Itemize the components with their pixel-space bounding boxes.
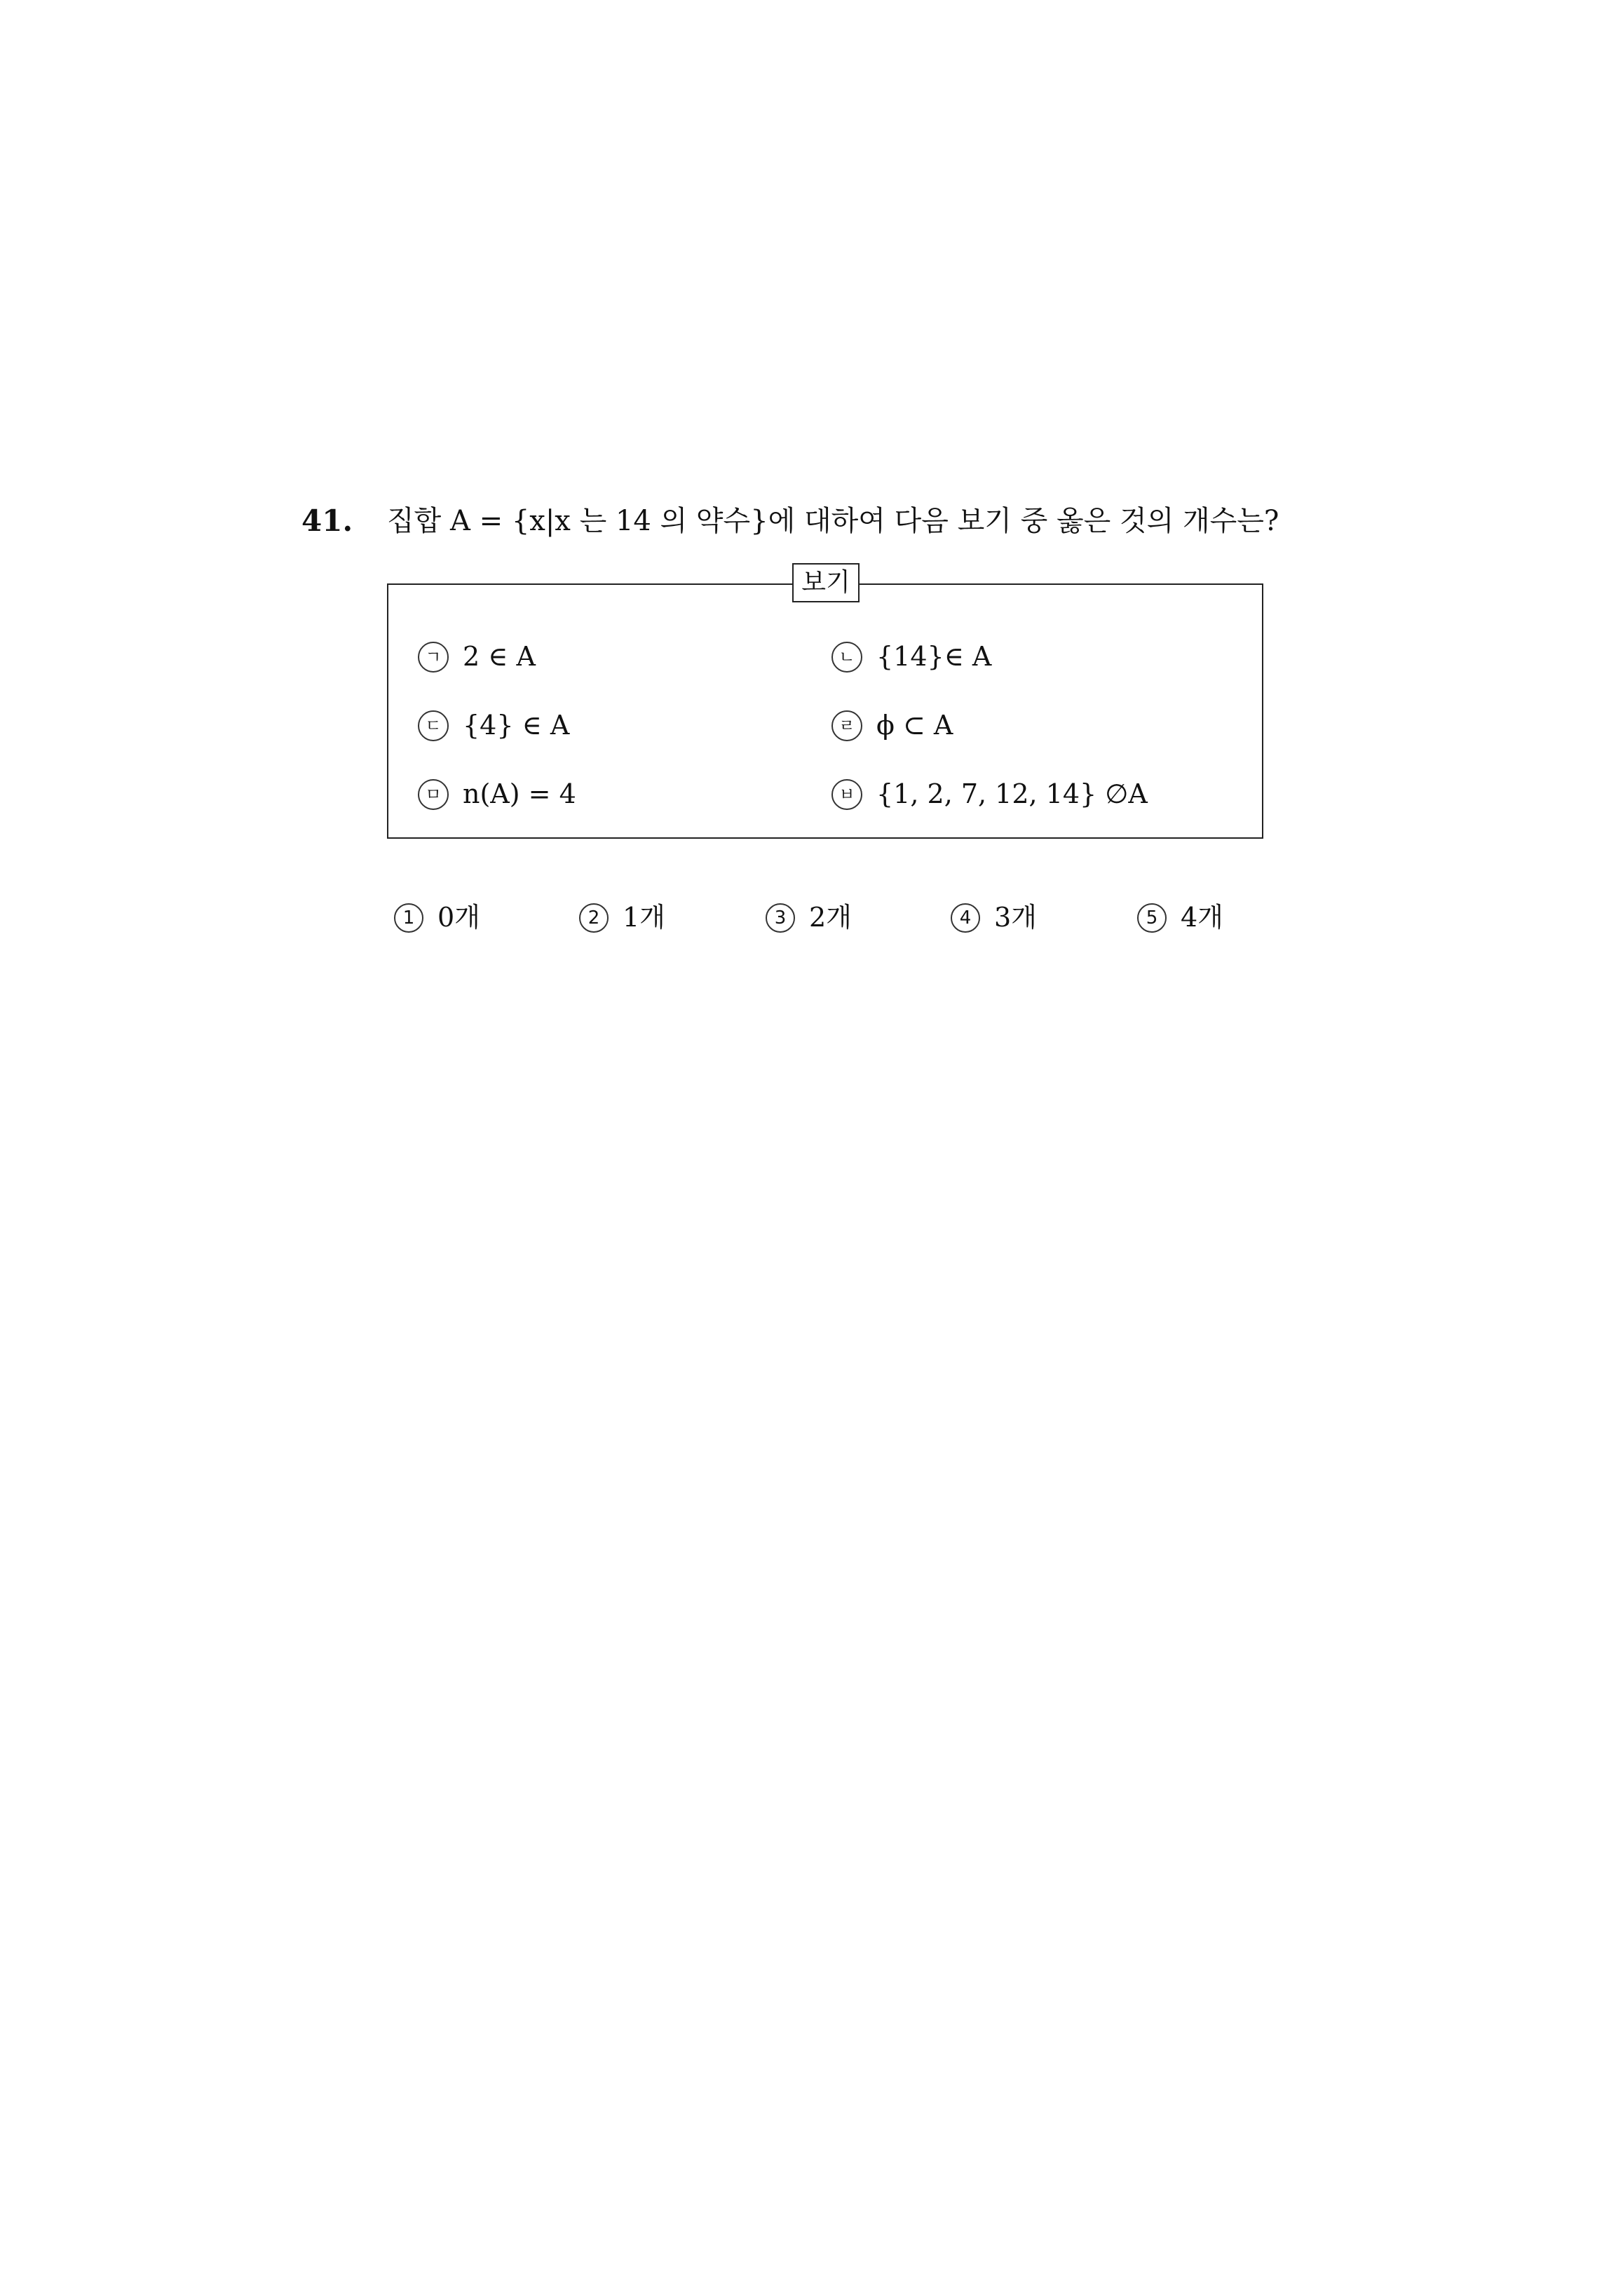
choice-number-mark: 5 — [1137, 903, 1167, 933]
circled-mark: ㅁ — [418, 779, 449, 810]
example-item-5 — [418, 774, 576, 813]
example-item-3 — [418, 705, 569, 745]
question — [301, 497, 1283, 546]
question-text: 집합 A = {x|x 는 14 의 약수}에 대하여 다음 보기 중 옳은 것의 개수는? — [387, 505, 1279, 537]
example-item-1 — [418, 637, 536, 676]
answer-choice-4[interactable] — [951, 898, 1037, 937]
choice-number-mark: 2 — [579, 903, 609, 933]
example-expression: ϕ ⊂ A — [876, 710, 953, 741]
circled-mark: ㄴ — [831, 642, 862, 673]
choice-label: 0개 — [437, 902, 480, 933]
example-expression: {1, 2, 7, 12, 14} ∅A — [876, 778, 1148, 809]
answer-choice-2[interactable] — [579, 898, 665, 937]
choice-number-mark: 1 — [394, 903, 423, 933]
circled-mark: ㅂ — [831, 779, 862, 810]
choice-label: 4개 — [1181, 902, 1223, 933]
example-item-2 — [831, 637, 991, 676]
example-box-title: 보기 — [792, 563, 860, 602]
example-expression: {4} ∈ A — [463, 710, 570, 741]
example-item-6 — [831, 774, 1148, 813]
choice-label: 2개 — [809, 902, 852, 933]
answer-choice-3[interactable] — [766, 898, 852, 937]
example-item-4 — [831, 705, 953, 745]
example-expression: n(A) = 4 — [463, 778, 576, 809]
example-expression: {14}∈ A — [876, 641, 992, 672]
answer-choice-1[interactable] — [394, 898, 480, 937]
choice-label: 1개 — [623, 902, 665, 933]
question-number: 41. — [301, 504, 353, 538]
circled-mark: ㄱ — [418, 642, 449, 673]
answer-choice-5[interactable] — [1137, 898, 1223, 937]
choice-number-mark: 4 — [951, 903, 980, 933]
choice-label: 3개 — [994, 902, 1037, 933]
circled-mark: ㄹ — [831, 710, 862, 741]
choice-number-mark: 3 — [766, 903, 795, 933]
example-expression: 2 ∈ A — [463, 641, 536, 672]
circled-mark: ㄷ — [418, 710, 449, 741]
